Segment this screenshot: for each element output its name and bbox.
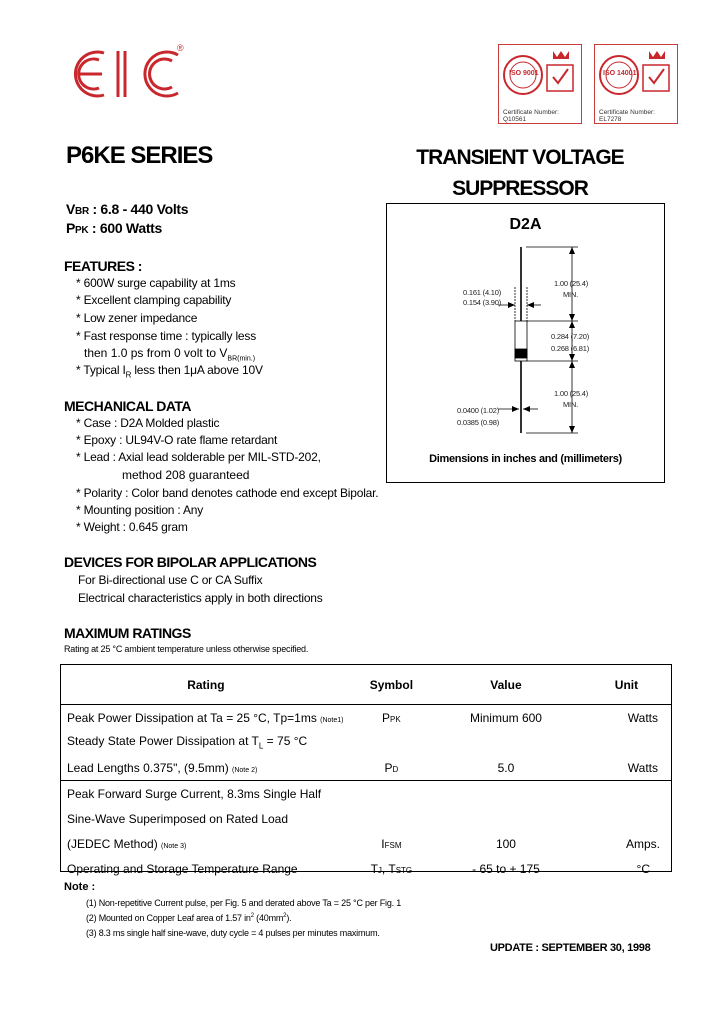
note-1: (1) Non-repetitive Current pulse, per Fig. 5 and derated above Ta = 25 °C per Fig. 1	[86, 898, 402, 908]
ppk-spec	[66, 220, 162, 236]
note-ref: (Note 3)	[161, 842, 187, 850]
symbol-cell	[352, 705, 431, 731]
table-row	[60, 856, 672, 881]
symbol-text: , T	[381, 861, 396, 876]
note-2	[86, 913, 291, 923]
iso9001-certificate	[498, 44, 582, 124]
rating-text: Lead Lengths 0.375", (9.5mm)	[67, 760, 233, 775]
symbol-cell	[352, 831, 431, 856]
rating-text: Steady State Power Dissipation at T	[67, 734, 259, 749]
column-header: Value	[490, 677, 522, 692]
body-length-max: 0.284 (7.20)	[551, 332, 590, 341]
update-date: UPDATE : SEPTEMBER 30, 1998	[490, 942, 651, 954]
lead-length-top-min: MIN.	[563, 290, 579, 299]
lead-length-bottom-min: MIN.	[563, 400, 579, 409]
ppk-value: : 600 Watts	[88, 220, 163, 236]
note-text: (40mm	[253, 913, 284, 923]
body-diameter-min: 0.154 (3.90)	[463, 298, 502, 307]
symbol-text: P	[384, 760, 393, 775]
bipolar-item: For Bi-directional use C or CA Suffix	[78, 573, 263, 587]
symbol-subscript: STG	[395, 865, 413, 875]
table-row	[60, 755, 672, 781]
vbr-min-subscript: BR(min.)	[227, 355, 256, 363]
ratings-heading: MAXIMUM RATINGS	[64, 625, 191, 641]
vbr-spec	[66, 201, 188, 217]
feature-text: then 1.0 ps from 0 volt to V	[84, 346, 228, 360]
symbol-cell	[352, 755, 431, 781]
feature-text: less then 1	[131, 363, 191, 377]
d2a-package-drawing	[386, 203, 665, 483]
column-header: Symbol	[369, 677, 414, 692]
value-cell: - 65 to + 175	[472, 861, 540, 876]
product-title	[385, 142, 655, 204]
symbol-text: T	[370, 861, 378, 876]
ppk-symbol: P	[66, 220, 76, 236]
value-cell: Minimum 600	[469, 710, 542, 725]
rating-text: Peak Power Dissipation at Ta = 25 °C, Tp=1ms	[67, 710, 321, 725]
note-ref: (Note1)	[320, 716, 344, 724]
symbol-subscript: PK	[390, 714, 401, 724]
symbol-text: I	[381, 836, 385, 851]
value-cell: 5.0	[497, 760, 515, 775]
ppk-subscript: PK	[75, 225, 89, 236]
wire-diameter-min: 0.0385 (0.98)	[457, 418, 500, 427]
table-bottom-border	[60, 871, 672, 872]
mechanical-item: * Mounting position : Any	[76, 503, 204, 517]
note-ref: (Note 2)	[232, 766, 258, 774]
rating-cell	[60, 705, 352, 731]
feature-item: * Excellent clamping capability	[76, 293, 232, 307]
note-superscript: 2	[250, 913, 254, 919]
certificate-number-1: Certificate Number: Q10561	[503, 109, 559, 123]
table-row	[60, 781, 672, 807]
ratings-table	[60, 665, 672, 881]
mechanical-item: method 208 guaranteed	[122, 468, 250, 482]
mechanical-item: * Polarity : Color band denotes cathode end except Bipolar.	[76, 486, 379, 500]
value-cell: 100	[495, 836, 516, 851]
feature-item: * 600W surge capability at 1ms	[76, 276, 236, 290]
unit-cell: °C	[636, 861, 650, 876]
rating-cell: Sine-Wave Superimposed on Rated Load	[67, 811, 289, 826]
series-title: P6KE SERIES	[66, 142, 213, 169]
feature-text: * Typical I	[76, 363, 126, 377]
unit-cell: Watts	[627, 710, 658, 725]
bipolar-item: Electrical characteristics apply in both directions	[78, 591, 323, 605]
table-header-row	[60, 665, 672, 705]
feature-item: * Fast response time : typically less	[76, 329, 257, 343]
body-length-min: 0.268 (6.81)	[551, 344, 590, 353]
rating-text: (JEDEC Method)	[67, 836, 162, 851]
ir-subscript: R	[125, 370, 132, 380]
package-name: D2A	[509, 216, 542, 233]
registered-mark: ®	[177, 43, 184, 53]
wire-diameter-max: 0.0400 (1.02)	[457, 406, 500, 415]
column-header: Rating	[187, 677, 225, 692]
symbol-text: P	[382, 710, 391, 725]
notes-heading: Note :	[64, 881, 96, 893]
bipolar-heading: DEVICES FOR BIPOLAR APPLICATIONS	[64, 554, 317, 570]
lead-length-top: 1.00 (25.4)	[554, 279, 589, 288]
symbol-subscript: J	[377, 865, 382, 875]
eic-logo	[66, 45, 184, 103]
iso9001-label: ISO 9001	[509, 70, 539, 77]
unit-cell: Watts	[627, 760, 658, 775]
features-heading: FEATURES :	[64, 258, 142, 274]
table-row	[60, 705, 672, 731]
rating-cell	[60, 730, 352, 755]
rating-cell	[60, 831, 352, 856]
table-row	[60, 831, 672, 856]
feature-item	[84, 346, 255, 362]
symbol-subscript: FSM	[384, 840, 402, 850]
mechanical-item: * Lead : Axial lead solderable per MIL-STD-202,	[76, 450, 321, 464]
symbol-cell	[352, 856, 431, 881]
iso14001-label: ISO 14001	[603, 70, 637, 77]
table-row	[60, 730, 672, 755]
feature-item: * Low zener impedance	[76, 311, 198, 325]
body-diameter-max: 0.161 (4.10)	[463, 288, 502, 297]
table-row	[60, 806, 672, 831]
mechanical-item: * Epoxy : UL94V-O rate flame retardant	[76, 433, 278, 447]
lead-length-bottom: 1.00 (25.4)	[554, 389, 589, 398]
vbr-value: : 6.8 - 440 Volts	[88, 201, 189, 217]
rating-cell: Peak Forward Surge Current, 8.3ms Single Half	[67, 786, 322, 801]
certificate-number-2: Certificate Number: EL7278	[599, 109, 655, 123]
mechanical-heading: MECHANICAL DATA	[64, 398, 192, 414]
symbol-subscript: D	[392, 764, 399, 774]
feature-text: A above 10V	[196, 363, 263, 377]
ratings-subheading: Rating at 25 °C ambient temperature unless otherwise specified.	[64, 644, 309, 654]
table-right-border	[671, 664, 672, 871]
vbr-subscript: BR	[75, 206, 89, 217]
iso14001-certificate	[594, 44, 678, 124]
rating-subscript: L	[258, 741, 264, 751]
note-3: (3) 8.3 ms single half sine-wave, duty cycle = 4 pulses per minutes maximum.	[86, 928, 380, 938]
rating-text: = 75 °C	[263, 734, 308, 749]
note-text: (2) Mounted on Copper Leaf area of 1.57 in	[86, 913, 251, 923]
feature-item	[76, 363, 263, 379]
diagram-caption: Dimensions in inches and (millimeters)	[429, 453, 622, 465]
product-title-line2: SUPPRESSOR	[452, 177, 588, 200]
micro-symbol: μ	[190, 363, 197, 377]
mechanical-item: * Case : D2A Molded plastic	[76, 416, 220, 430]
rating-cell	[60, 755, 352, 781]
mechanical-item: * Weight : 0.645 gram	[76, 520, 188, 534]
product-title-line1: TRANSIENT VOLTAGE	[416, 146, 624, 169]
table-left-border	[60, 664, 61, 871]
note-text: ).	[286, 913, 292, 923]
rating-cell: Operating and Storage Temperature Range	[67, 861, 298, 876]
unit-cell: Amps.	[625, 836, 660, 851]
note-superscript: 2	[283, 913, 287, 919]
vbr-symbol: V	[66, 201, 76, 217]
column-header: Unit	[614, 677, 639, 692]
